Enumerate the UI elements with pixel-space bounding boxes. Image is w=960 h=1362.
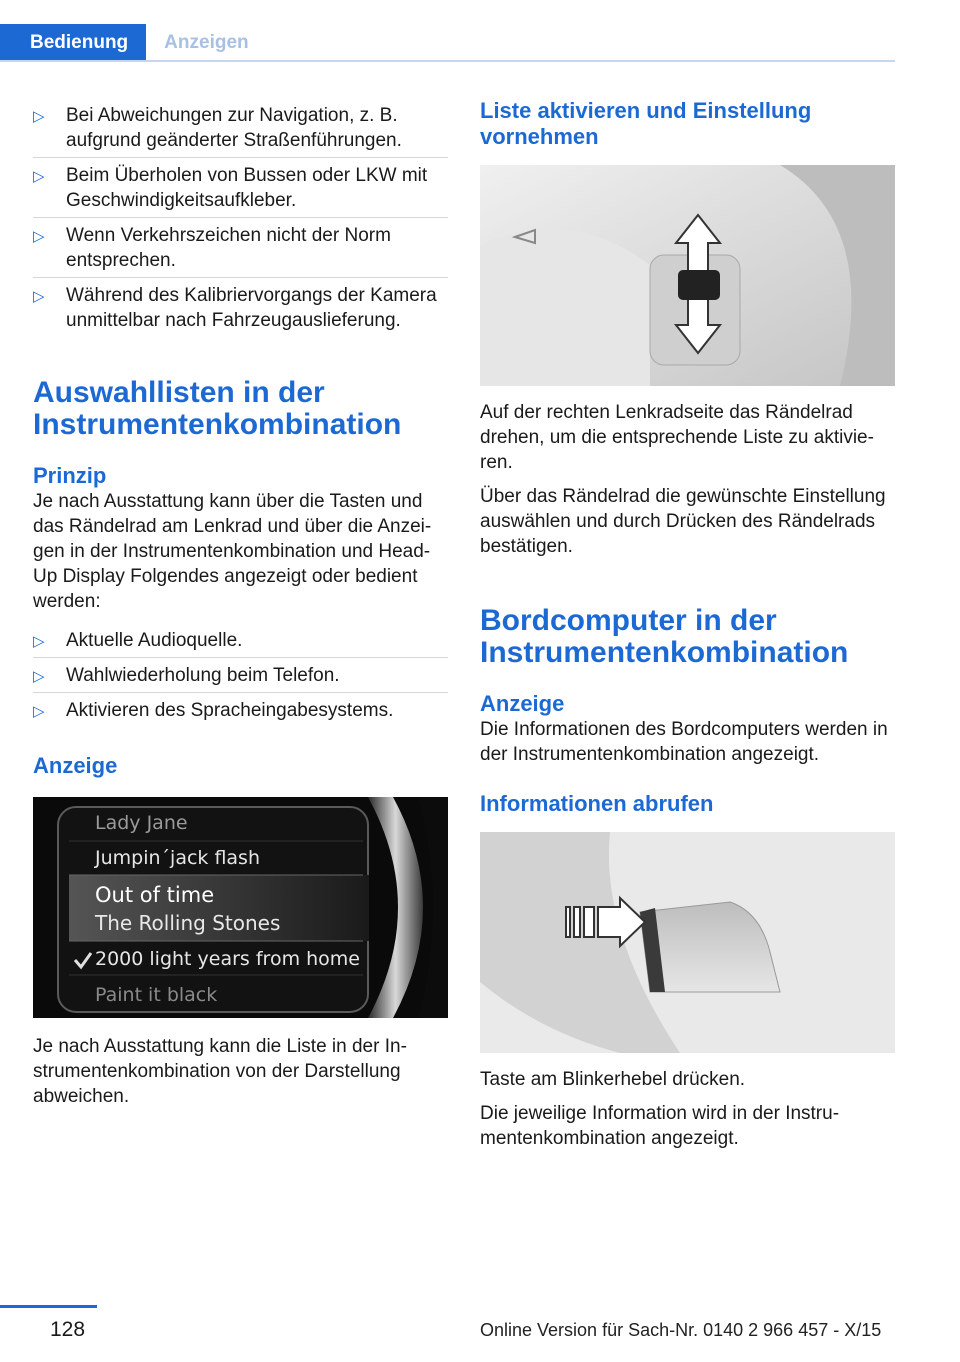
display-list-item-selected-sub: The Rolling Stones (95, 911, 281, 935)
header-tabs (0, 24, 267, 62)
activate-text-2: Über das Rändelrad die gewünschte Einstellung auswählen und durch Drücken des Rändelrads bestätigen. (480, 486, 886, 557)
triangle-bullet-icon: ▷ (33, 108, 45, 125)
display-caption: Je nach Ausstattung kann die Liste in der Instrumentenkombination von der Darstellung abweichen. (33, 1036, 407, 1107)
triangle-bullet-icon: ▷ (33, 288, 45, 305)
principle-text: Je nach Ausstattung kann über die Tasten und das Rändelrad am Lenkrad und über die Anzeigen in der Instrumentenkombination und Head-Up Display Folgendes angezeigt oder bedient werden: (33, 491, 432, 612)
instrument-display-image (33, 797, 448, 1018)
triangle-bullet-icon: ▷ (33, 633, 45, 650)
triangle-bullet-icon: ▷ (33, 228, 45, 245)
bc-display-text: Die Informationen des Bordcomputers werden in der Instrumentenkombination angezeigt. (480, 719, 888, 765)
tab-anzeigen[interactable]: Anzeigen (164, 32, 249, 53)
retrieve-text-2: Die jeweilige Information wird in der Instrumentenkombination angezeigt. (480, 1103, 840, 1149)
list-item: ▷ Aktivieren des Spracheingabesystems. (33, 693, 448, 727)
list-item: ▷ Bei Abweichungen zur Navigation, z. B. aufgrund geänderter Straßenführungen. (33, 98, 448, 158)
display-list-item: Lady Jane (95, 812, 188, 834)
bullet-list-mid (33, 623, 448, 727)
triangle-bullet-icon: ▷ (33, 703, 45, 720)
subheading-anzeige: Anzeige (33, 753, 118, 778)
display-list-item: 2000 light years from home (95, 948, 360, 970)
right-column (480, 98, 895, 1160)
display-list-item: Jumpin´jack flash (95, 847, 260, 869)
list-item: ▷ Wenn Verkehrszeichen nicht der Norm entsprechen. (33, 218, 448, 278)
display-list-item-selected: Out of time (95, 883, 215, 907)
left-column (33, 98, 448, 1118)
triangle-bullet-icon: ▷ (33, 668, 45, 685)
subheading-anzeige-bc: Anzeige (480, 691, 565, 716)
subheading-liste-aktivieren: Liste aktivieren und Einstellung vornehmen (480, 98, 812, 149)
retrieve-text-1: Taste am Blinkerhebel drücken. (480, 1069, 746, 1090)
triangle-bullet-icon: ▷ (33, 168, 45, 185)
list-item: ▷ Während des Kalibriervorgangs der Kamera unmittelbar nach Fahrzeugauslieferung. (33, 285, 437, 331)
subheading-informationen-abrufen: Informationen abrufen (480, 791, 714, 816)
subheading-prinzip: Prinzip (33, 463, 107, 488)
section-heading-auswahllisten: Auswahllisten in der Instrumentenkombination (33, 376, 402, 441)
section-heading-bordcomputer: Bordcomputer in der Instrumentenkombination (480, 604, 849, 669)
header-divider (0, 60, 895, 62)
activate-text-1: Auf der rechten Lenkradseite das Rändelrad drehen, um die entsprechende Liste zu aktivieren. (480, 402, 874, 473)
bullet-list-top (33, 98, 448, 337)
page-number: 128 (50, 1318, 86, 1341)
display-list-item: Paint it black (95, 984, 218, 1006)
footer-version-text: Online Version für Sach-Nr. 0140 2 966 457 - X/15 (480, 1320, 882, 1340)
footer-accent-line (0, 1305, 97, 1308)
steering-wheel-thumbwheel-image (480, 165, 895, 386)
list-item: ▷ Aktuelle Audioquelle. (33, 623, 448, 658)
turn-signal-lever-image (480, 832, 895, 1053)
tab-bedienung[interactable]: Bedienung (0, 24, 146, 62)
list-item: ▷ Wahlwiederholung beim Telefon. (33, 658, 448, 693)
list-item: ▷ Beim Überholen von Bussen oder LKW mit Geschwindigkeitsaufkleber. (33, 158, 448, 218)
